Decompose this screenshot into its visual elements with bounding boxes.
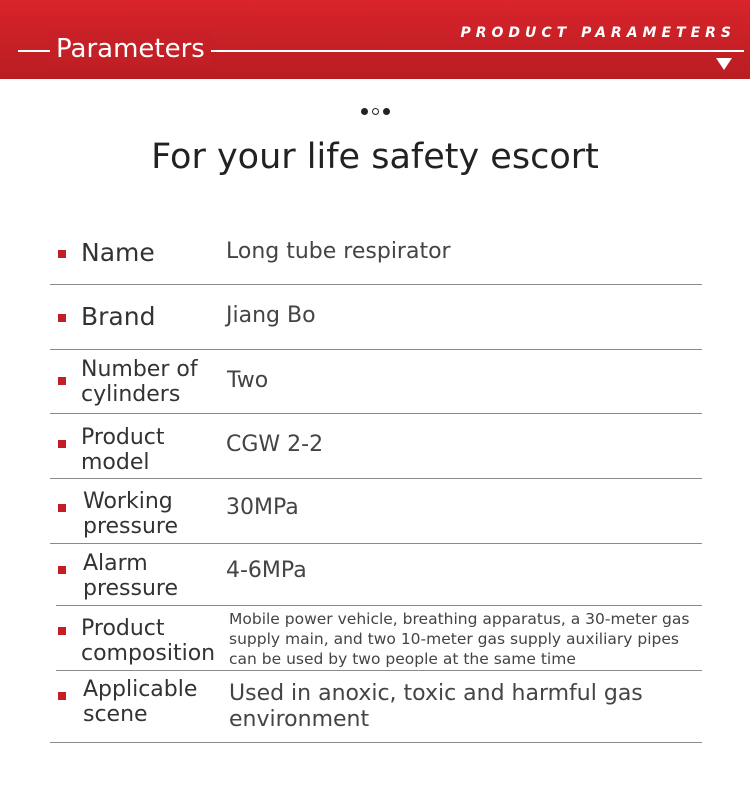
row-divider xyxy=(56,605,702,606)
param-label-line1: Product xyxy=(81,425,165,450)
row-divider xyxy=(50,543,702,544)
row-divider xyxy=(56,670,702,671)
bullet-icon xyxy=(58,692,66,700)
param-row-working-pressure xyxy=(50,488,702,542)
down-arrow-icon xyxy=(716,58,732,70)
row-divider xyxy=(50,413,702,414)
param-row-name xyxy=(50,232,702,284)
param-value-line2: environment xyxy=(229,707,370,732)
param-label-line1: Product xyxy=(81,616,165,641)
param-label-line2: pressure xyxy=(83,514,179,539)
param-label-line1: Applicable xyxy=(83,677,198,702)
banner-title: Parameters xyxy=(50,31,211,67)
param-label-line2: cylinders xyxy=(81,382,181,407)
param-value-line1: Used in anoxic, toxic and harmful gas xyxy=(229,681,643,706)
bullet-icon xyxy=(58,377,66,385)
param-row-composition xyxy=(50,608,702,670)
banner-subtitle: PRODUCT PARAMETERS xyxy=(460,25,736,41)
param-label-line2: model xyxy=(81,450,150,475)
param-value: Long tube respirator xyxy=(226,239,451,264)
param-label-line1: Working xyxy=(83,489,173,514)
bullet-icon xyxy=(58,566,66,574)
decorative-dots xyxy=(0,108,750,115)
row-divider xyxy=(50,349,702,350)
param-value-line3: can be used by two people at the same time xyxy=(229,650,576,668)
bullet-icon xyxy=(58,504,66,512)
param-value: Two xyxy=(227,368,269,393)
param-label-line1: Number of xyxy=(81,357,198,382)
row-divider xyxy=(50,478,702,479)
param-label-line2: scene xyxy=(83,702,148,727)
param-row-scene xyxy=(50,676,702,740)
param-value-line2: supply main, and two 10-meter gas supply auxiliary pipes xyxy=(229,630,679,648)
bullet-icon xyxy=(58,440,66,448)
param-value: Jiang Bo xyxy=(226,303,316,328)
bullet-icon xyxy=(58,627,66,635)
param-label-line2: composition xyxy=(81,641,216,666)
param-row-model xyxy=(50,424,702,478)
row-divider xyxy=(50,284,702,285)
param-row-cylinders xyxy=(50,356,702,412)
param-value: CGW 2-2 xyxy=(226,432,324,457)
param-row-alarm-pressure xyxy=(50,550,702,604)
bullet-icon xyxy=(58,250,66,258)
param-value-line1: Mobile power vehicle, breathing apparatus, a 30-meter gas xyxy=(229,610,690,628)
param-label-line2: pressure xyxy=(83,576,179,601)
param-value: 30MPa xyxy=(226,495,299,520)
row-divider xyxy=(50,742,702,743)
dot-hollow-icon xyxy=(372,108,379,115)
param-label: Brand xyxy=(81,302,156,331)
dot-icon xyxy=(361,108,368,115)
bullet-icon xyxy=(58,314,66,322)
dot-icon xyxy=(383,108,390,115)
page-headline: For your life safety escort xyxy=(151,137,599,177)
param-value: 4-6MPa xyxy=(226,558,307,583)
header-banner xyxy=(0,0,750,79)
param-label: Name xyxy=(81,238,155,267)
param-row-brand xyxy=(50,296,702,348)
param-label-line1: Alarm xyxy=(83,551,148,576)
